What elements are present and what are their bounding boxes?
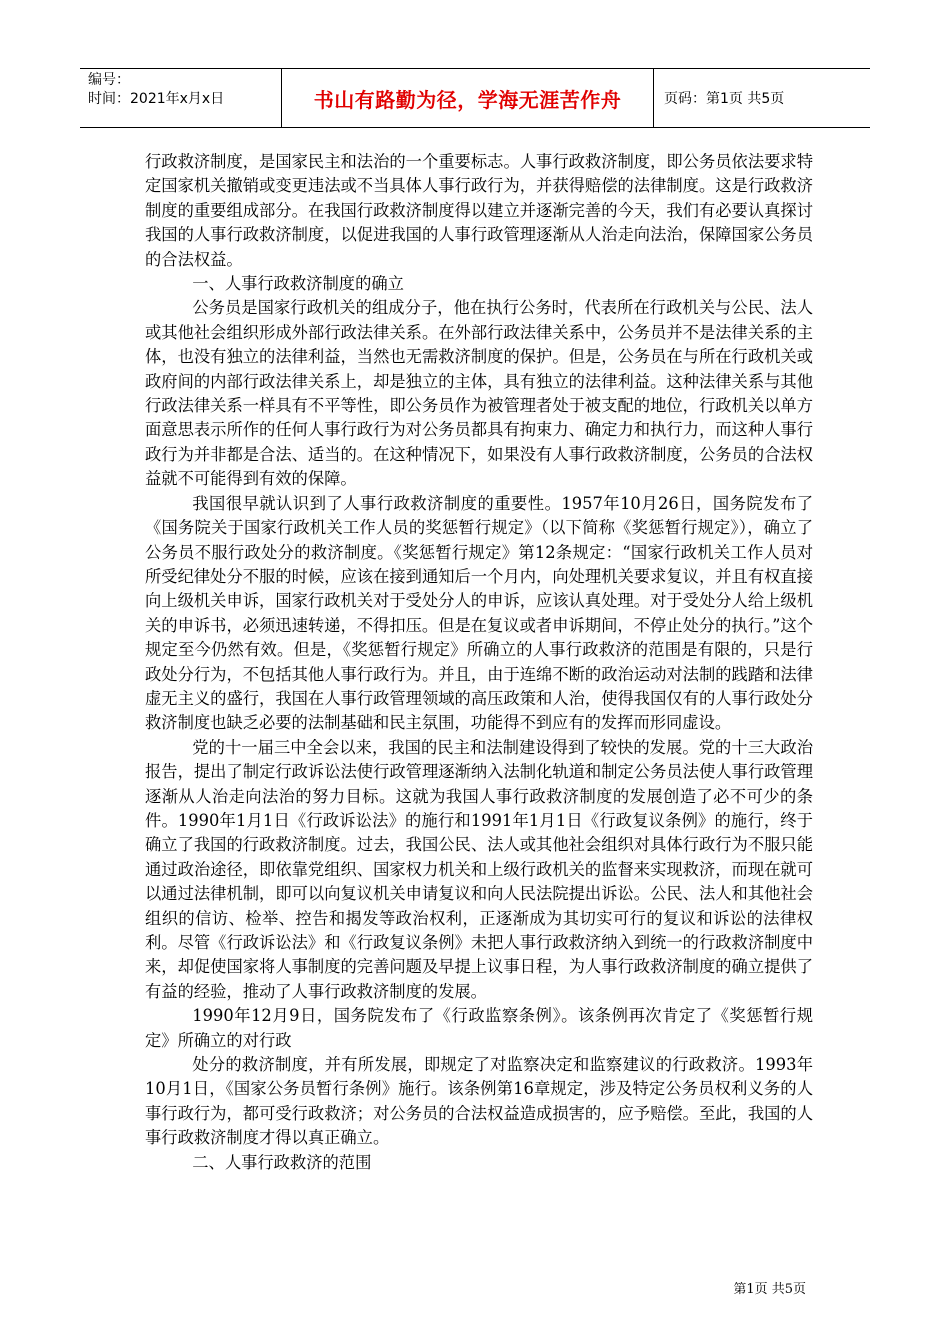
page-footer: 第1页 共5页 [733, 1282, 806, 1297]
header-page-number: 页码：第1页 共5页 [664, 91, 785, 107]
body-paragraph: 党的十一届三中全会以来，我国的民主和法制建设得到了较快的发展。党的十三大政治报告，提出了制定行政诉讼法使行政管理逐渐纳入法制化轨道和制定公务员法使人事行政管理逐渐从人治走向法治的努力目标。这就为我国人事行政救济制度的发展创造了必不可少的条件。1990年1月1日《行政诉讼法》的施行和1991年1月1日《行政复议条例》的施行，终于确立了我国的行政救济制度。过去，我国公民、法人或其他社会组织对具体行政行为不服只能通过政治途径，即依靠党组织、国家权力机关和上级行政机关的监督来实现救济，而现在就可以通过法律机制，即可以向复议机关申请复议和向人民法院提出诉讼。公民、法人和其他社会组织的信访、检举、控告和揭发等政治权利，正逐渐成为其切实可行的复议和诉讼的法律权利。尽管《行政诉讼法》和《行政复议条例》未把人事行政救济纳入到统一的行政救济制度中来，却促使国家将人事制度的完善问题及早提上议事日程，为人事行政救济制度的确立提供了有益的经验，推动了人事行政救济制度的发展。 [145, 737, 813, 1001]
body-paragraph: 我国很早就认识到了人事行政救济制度的重要性。1957年10月26日，国务院发布了《国务院关于国家行政机关工作人员的奖惩暂行规定》（以下简称《奖惩暂行规定》），确立了公务员不服行政处分的救济制度。《奖惩暂行规定》第12条规定：“国家行政机关工作人员对所受纪律处分不服的时候，应该在接到通知后一个月内，向处理机关要求复议，并且有权直接向上级机关申诉，国家行政机关对于受处分人的申诉，应该认真处理。对于受处分人给上级机关的申诉书，必须迅速转递，不得扣压。但是在复议或者申诉期间，不停止处分的执行。”这个规定至今仍然有效。但是，《奖惩暂行规定》所确立的人事行政救济的范围是有限的，只是行政处分行为，不包括其他人事行政行为。并且，由于连绵不断的政治运动对法制的践踏和法律虚无主义的盛行，我国在人事行政管理领域的高压政策和人治，使得我国仅有的人事行政处分救济制度也缺乏必要的法制基础和民主氛围，功能得不到应有的发挥而形同虚设。 [145, 493, 813, 733]
body-paragraph: 公务员是国家行政机关的组成分子，他在执行公务时，代表所在行政机关与公民、法人或其他社会组织形成外部行政法律关系。在外部行政法律关系中，公务员并不是法律关系的主体，也没有独立的法律利益，当然也无需救济制度的保护。但是，公务员在与所在行政机关或政府间的内部行政法律关系上，却是独立的主体，具有独立的法律利益。这种法律关系与其他行政法律关系一样具有不平等性，即公务员作为被管理者处于被支配的地位，行政机关以单方面意思表示所作的任何人事行政行为对公务员都具有拘束力、确定力和执行力，而这种人事行政行为并非都是合法、适当的。在这种情况下，如果没有人事行政救济制度，公务员的合法权益就不可能得到有效的保障。 [145, 298, 813, 489]
body-paragraph: 1990年12月9日，国务院发布了《行政监察条例》。该条例再次肯定了《奖惩暂行规定》所确立的对行政 [145, 1006, 813, 1050]
body-paragraph: 处分的救济制度，并有所发展，即规定了对监察决定和监察建议的行政救济。1993年10月1日，《国家公务员暂行条例》施行。该条例第16章规定，涉及特定公务员权利义务的人事行政行为，都可受行政救济；对公务员的合法权益造成损害的，应予赔偿。至此，我国的人事行政救济制度才得以真正确立。 [145, 1055, 813, 1148]
header-motto: 书山有路勤为径，学海无涯苦作舟 [282, 69, 654, 127]
page-header [80, 68, 870, 128]
section-heading: 二、人事行政救济的范围 [192, 1152, 372, 1172]
body-paragraph: 行政救济制度，是国家民主和法治的一个重要标志。人事行政救济制度，即公务员依法要求特定国家机关撤销或变更违法或不当具体人事行政行为，并获得赔偿的法律制度。这是行政救济制度的重要组成部分。在我国行政救济制度得以建立并逐渐完善的今天，我们有必要认真探讨我国的人事行政救济制度，以促进我国的人事行政管理逐渐从人治走向法治，保障国家公务员的合法权益。 [145, 152, 813, 269]
document-body [145, 150, 813, 1175]
header-meta [80, 69, 282, 127]
section-heading: 一、人事行政救济制度的确立 [192, 274, 404, 294]
document-number-label: 编号： [88, 72, 130, 88]
document-time-label: 时间：2021年x月x日 [88, 91, 225, 107]
